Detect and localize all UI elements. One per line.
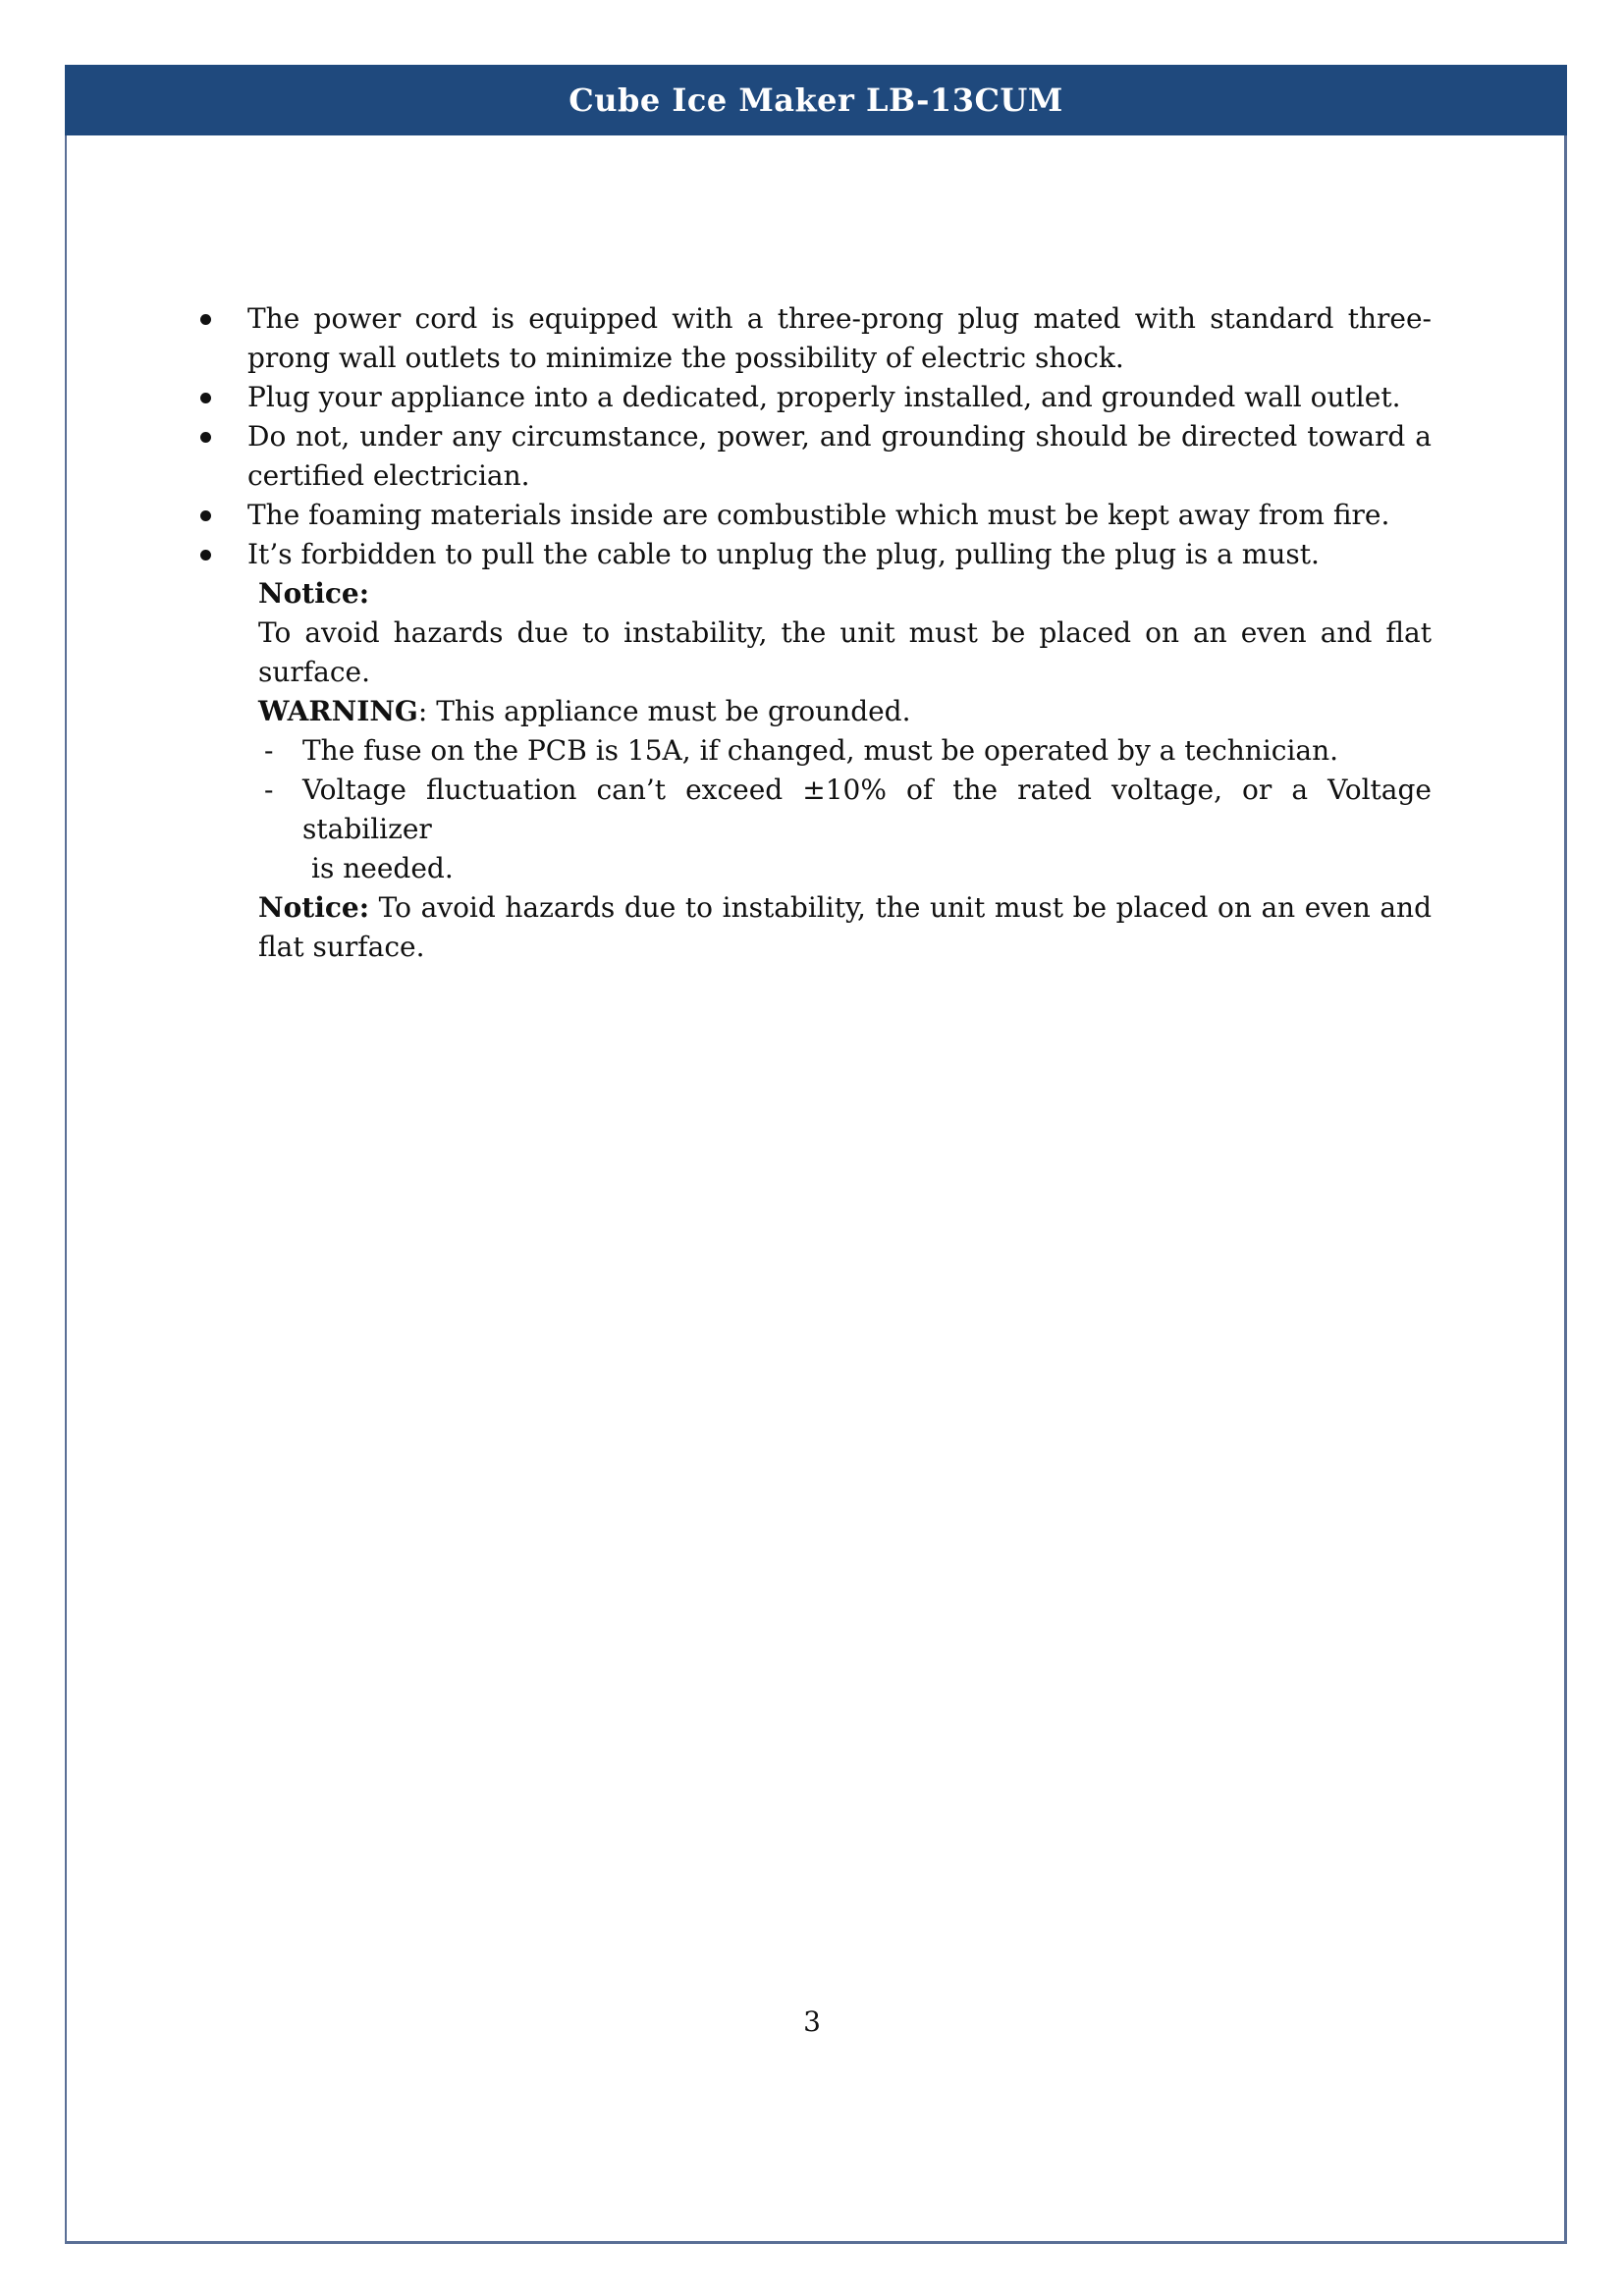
safety-bullet-list	[192, 299, 1432, 574]
warning-label: WARNING	[258, 695, 418, 727]
bullet-item	[192, 417, 1432, 496]
dash-marker: -	[264, 774, 274, 806]
notice-paragraph	[258, 888, 1432, 967]
notice-heading	[258, 574, 1432, 614]
bullet-item	[192, 535, 1432, 574]
warning-item-text: The fuse on the PCB is 15A, if changed, must be operated by a technician.	[302, 734, 1339, 767]
bullet-text: It’s forbidden to pull the cable to unplug the plug, pulling the plug is a must.	[247, 538, 1320, 570]
bullet-text: Do not, under any circumstance, power, and grounding should be directed toward a certified electrician.	[247, 420, 1432, 492]
notice-text: To avoid hazards due to instability, the unit must be placed on an even and flat surface.	[258, 616, 1432, 688]
warning-text: : This appliance must be grounded.	[417, 695, 911, 727]
notice-label: Notice:	[258, 891, 370, 924]
header-title: Cube Ice Maker LB-13CUM	[568, 81, 1063, 119]
warning-item-text: Voltage fluctuation can’t exceed ±10% of the rated voltage, or a Voltage stabilizer	[302, 774, 1432, 845]
bullet-item	[192, 496, 1432, 535]
page-header	[65, 65, 1567, 135]
bullet-item	[192, 299, 1432, 378]
bullet-text: Plug your appliance into a dedicated, properly installed, and grounded wall outlet.	[247, 381, 1401, 413]
warning-item-continuation: is needed.	[311, 852, 454, 884]
bullet-icon	[200, 432, 211, 443]
page-number: 3	[803, 2005, 821, 2038]
bullet-text: The power cord is equipped with a three-prong plug mated with standard three-prong wall outlets to minimize the possibility of electric shock.	[247, 302, 1432, 374]
notes-section	[258, 574, 1432, 967]
warning-item	[258, 731, 1432, 771]
bullet-item	[192, 378, 1432, 417]
warning-line	[258, 692, 1432, 731]
bullet-icon	[200, 510, 211, 521]
bullet-icon	[200, 393, 211, 403]
bullet-icon	[200, 550, 211, 561]
warning-items	[258, 731, 1432, 888]
notice-text: To avoid hazards due to instability, the unit must be placed on an even and flat surface.	[258, 891, 1432, 963]
bullet-icon	[200, 314, 211, 325]
dash-marker: -	[264, 734, 274, 767]
notice-label: Notice:	[258, 577, 370, 610]
warning-item	[258, 771, 1432, 888]
bullet-text: The foaming materials inside are combustible which must be kept away from fire.	[247, 499, 1390, 531]
page-content	[192, 299, 1432, 967]
